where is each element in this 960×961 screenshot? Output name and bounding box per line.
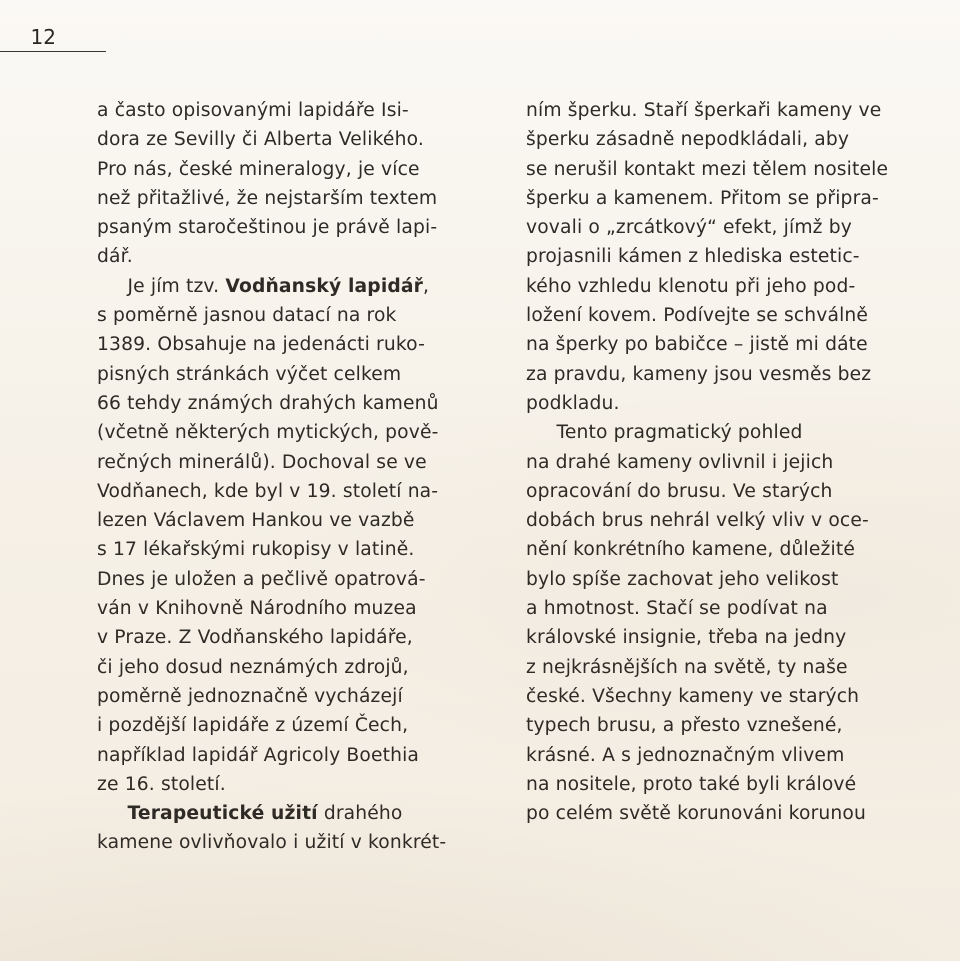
text-run: než přitažlivé, že nejstarším textem (97, 187, 438, 209)
text-line (526, 242, 936, 271)
text-line (97, 213, 497, 242)
text-run: typech brusu, a přesto vznešené, (526, 715, 843, 737)
text-run: nění konkrétního kamene, důležité (526, 539, 855, 561)
text-line (526, 301, 936, 330)
text-line (526, 418, 936, 447)
text-line (526, 96, 936, 125)
text-line (526, 594, 936, 623)
text-line (526, 682, 936, 711)
text-run: rečných minerálů). Dochoval se ve (97, 451, 427, 473)
text-line (97, 155, 497, 184)
text-line (526, 184, 936, 213)
text-line (526, 799, 936, 828)
text-line (97, 389, 497, 418)
text-run: šperku zásadně nepodkládali, aby (526, 129, 850, 151)
text-run: dobách brus nehrál velký vliv v oce- (526, 510, 869, 532)
text-line (526, 448, 936, 477)
text-run: za pravdu, kameny jsou vesměs bez (526, 363, 872, 385)
text-line (97, 184, 497, 213)
text-run: vovali o „zrcátkový“ efekt, jímž by (526, 217, 852, 239)
text-run: Je jím tzv. (97, 275, 226, 297)
text-line (526, 741, 936, 770)
text-line (526, 711, 936, 740)
text-run: na šperky po babičce – jistě mi dáte (526, 334, 868, 356)
text-line (97, 741, 497, 770)
text-line (97, 418, 497, 447)
text-line (97, 330, 497, 359)
text-run: krásné. A s jednoznačným vlivem (526, 744, 845, 766)
text-line (97, 770, 497, 799)
text-run: či jeho dosud neznámých zdrojů, (97, 656, 409, 678)
text-run: na drahé kameny ovlivnil i jejich (526, 451, 834, 473)
text-run: dář. (97, 246, 133, 268)
text-line (97, 360, 497, 389)
text-run: po celém světě korunováni korunou (526, 803, 866, 825)
text-line (526, 330, 936, 359)
text-line (97, 565, 497, 594)
text-run: ván v Knihovně Národního muzea (97, 598, 417, 620)
text-run: 66 tehdy známých drahých kamenů (97, 392, 439, 414)
text-line (97, 653, 497, 682)
text-run: na nositele, proto také byli králové (526, 773, 857, 795)
text-run: Vodňanech, kde byl v 19. století na- (97, 480, 439, 502)
text-run: poměrně jednoznačně vycházejí (97, 685, 403, 707)
right-text-column (526, 96, 936, 828)
text-line (526, 506, 936, 535)
text-run: opracování do brusu. Ve starých (526, 480, 833, 502)
text-run (97, 803, 127, 824)
text-run: i pozdější lapidáře z území Čech, (97, 715, 409, 737)
text-run: lezen Václavem Hankou ve vazbě (97, 510, 415, 532)
text-line (526, 155, 936, 184)
text-line (526, 272, 936, 301)
text-line (526, 389, 936, 418)
text-run: (včetně některých mytických, pově- (97, 422, 439, 444)
text-line (526, 535, 936, 564)
text-run: Pro nás, české mineralogy, je více (97, 158, 420, 180)
text-line (97, 301, 497, 330)
left-text-column (97, 96, 497, 858)
text-run: dora ze Sevilly či Alberta Velikého. (97, 129, 424, 151)
text-run: Dnes je uložen a pečlivě opatrová- (97, 568, 426, 590)
text-line (97, 506, 497, 535)
text-run: pisných stránkách výčet celkem (97, 363, 402, 385)
text-run: se nerušil kontakt mezi tělem nositele (526, 158, 889, 180)
text-run: ze 16. století. (97, 773, 226, 795)
text-line (526, 565, 936, 594)
text-run: královské insignie, třeba na jedny (526, 627, 847, 649)
text-run: , (423, 275, 430, 297)
text-run: ložení kovem. Podívejte se schválně (526, 305, 869, 327)
text-line (526, 125, 936, 154)
text-run: 1389. Obsahuje na jedenácti ruko- (97, 334, 425, 356)
text-line (526, 477, 936, 506)
text-run: s poměrně jasnou datací na rok (97, 305, 397, 327)
text-line (97, 535, 497, 564)
page-number: 12 (0, 22, 106, 52)
text-run: české. Všechny kameny ve starých (526, 685, 860, 707)
text-line (526, 213, 936, 242)
text-run: kamene ovlivňovalo i užití v konkrét- (97, 832, 447, 854)
text-run: bylo spíše zachovat jeho velikost (526, 568, 839, 590)
text-line (526, 653, 936, 682)
text-run: v Praze. Z Vodňanského lapidáře, (97, 627, 413, 649)
text-line (97, 242, 497, 271)
text-line (97, 711, 497, 740)
text-line (97, 828, 497, 857)
text-line (97, 272, 497, 301)
text-run: šperku a kamenem. Přitom se připra- (526, 187, 879, 209)
text-line (97, 594, 497, 623)
text-run: projasnili kámen z hlediska estetic- (526, 246, 860, 268)
text-run: z nejkrásnějších na světě, ty naše (526, 656, 848, 678)
text-line (97, 799, 497, 828)
text-line (97, 96, 497, 125)
text-run: Tento pragmatický pohled (526, 422, 803, 444)
text-run: a hmotnost. Stačí se podívat na (526, 598, 828, 620)
text-line (97, 682, 497, 711)
text-run: podkladu. (526, 392, 620, 414)
text-line (526, 770, 936, 799)
text-run: a často opisovanými lapidáře Isi- (97, 100, 409, 121)
text-run: s 17 lékařskými rukopisy v latině. (97, 539, 415, 561)
text-run: kého vzhledu klenotu při jeho pod- (526, 275, 856, 297)
text-line (526, 623, 936, 652)
text-run: například lapidář Agricoly Boethia (97, 744, 420, 766)
text-line (97, 477, 497, 506)
bold-term: Terapeutické užití (127, 803, 318, 825)
text-line (97, 125, 497, 154)
text-run: drahého (317, 803, 403, 825)
text-line (526, 360, 936, 389)
text-line (97, 448, 497, 477)
text-run: ním šperku. Staří šperkaři kameny ve (526, 100, 882, 121)
text-run: psaným staročeštinou je právě lapi- (97, 217, 438, 239)
bold-term: Vodňanský lapidář (225, 275, 424, 297)
text-line (97, 623, 497, 652)
